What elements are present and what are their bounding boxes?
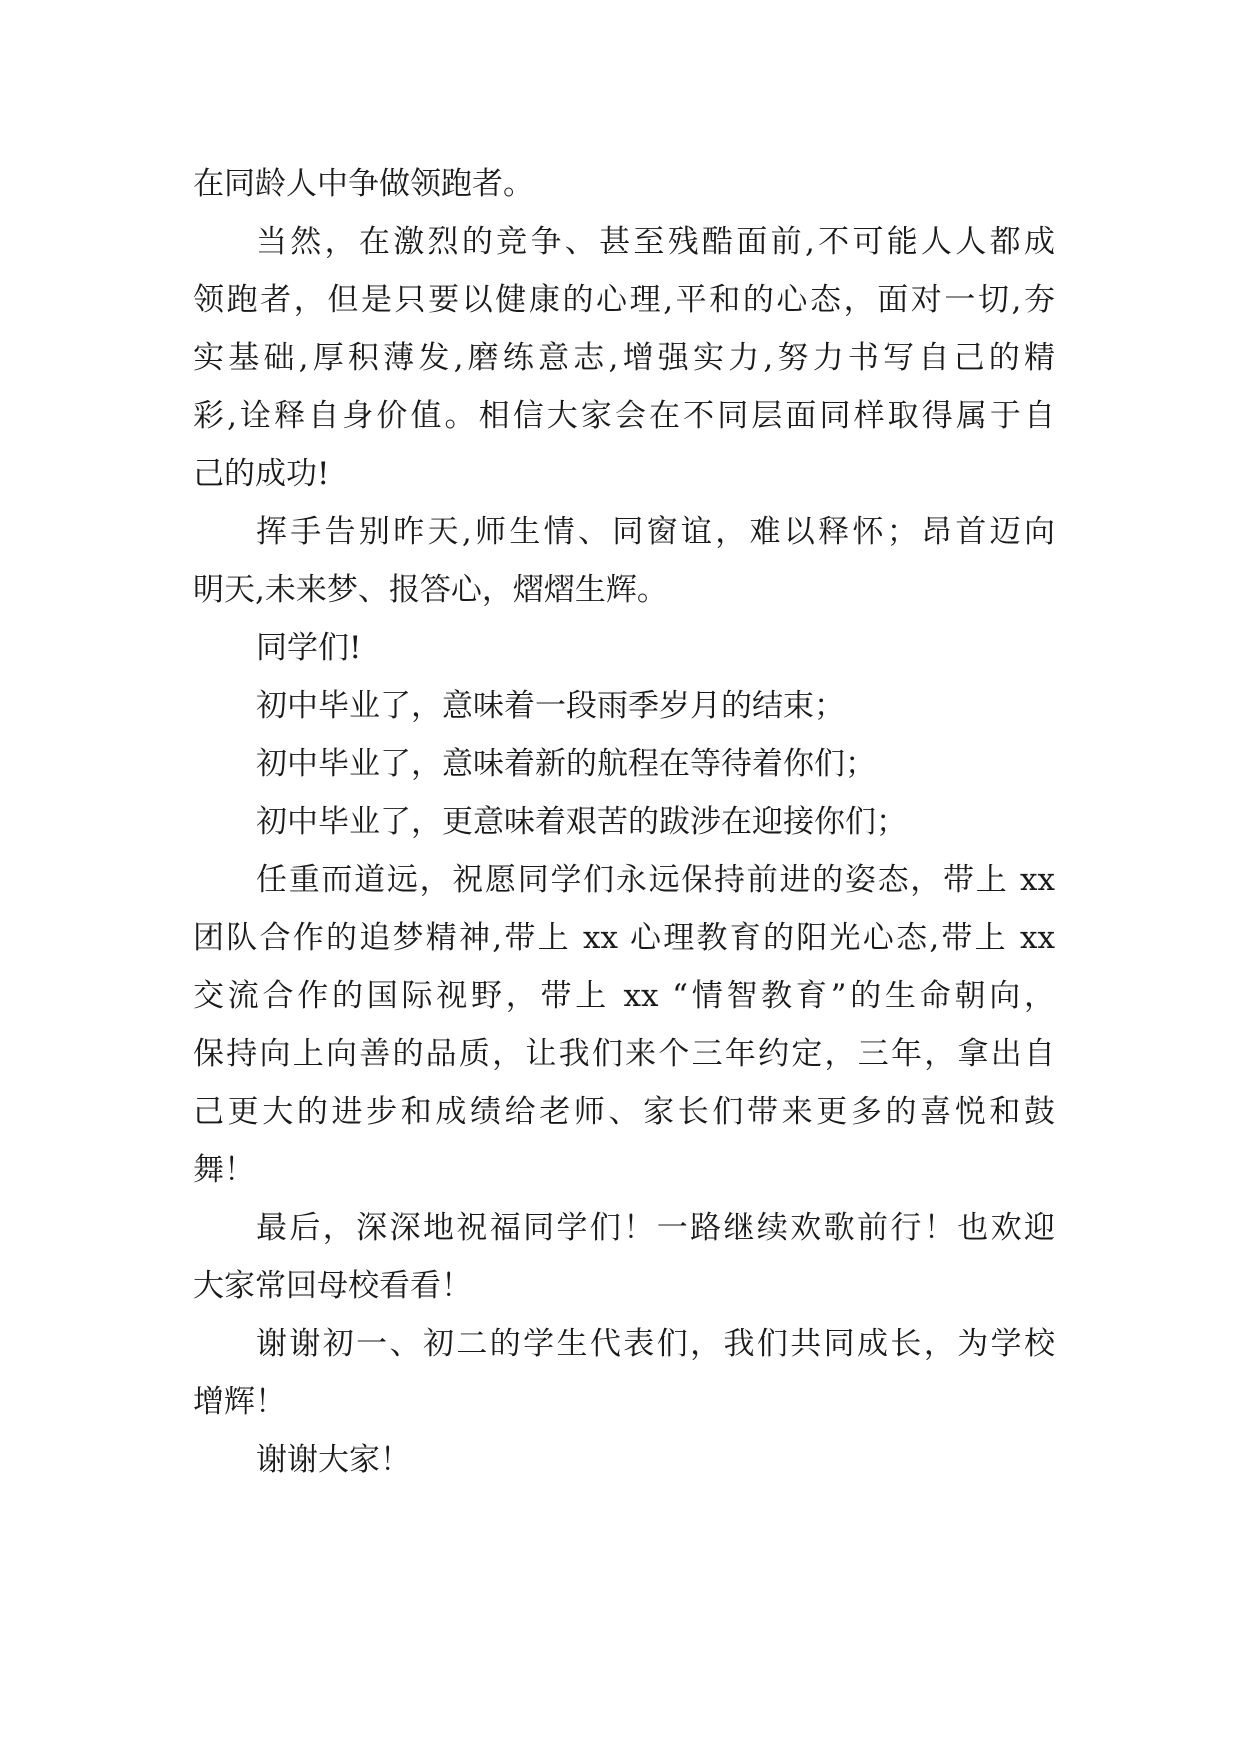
text-line: 己更大的进步和成绩给老师、家长们带来更多的喜悦和鼓 [193, 1094, 1055, 1130]
text-line: 大家常回母校看看！ [193, 1268, 472, 1304]
text-line: 同学们! [256, 630, 362, 666]
text-line: 舞！ [193, 1152, 255, 1188]
text-line: 最后，深深地祝福同学们！一路继续欢歌前行！也欢迎 [256, 1210, 1055, 1246]
text-line: 彩,诠释自身价值。相信大家会在不同层面同样取得属于自 [193, 398, 1055, 434]
text-line: 领跑者，但是只要以健康的心理,平和的心态，面对一切,夯 [193, 282, 1055, 318]
text-line: 增辉！ [193, 1384, 286, 1420]
text-line: 明天,未来梦、报答心，熠熠生辉。 [193, 572, 668, 608]
text-line: 在同龄人中争做领跑者。 [193, 166, 534, 202]
text-line: 挥手告别昨天,师生情、同窗谊，难以释怀；昂首迈向 [256, 514, 1055, 550]
text-line: 初中毕业了，更意味着艰苦的跋涉在迎接你们； [256, 804, 907, 840]
text-line: 保持向上向善的品质，让我们来个三年约定，三年，拿出自 [193, 1036, 1055, 1072]
text-line: 谢谢大家！ [256, 1442, 411, 1478]
text-line: 初中毕业了，意味着新的航程在等待着你们； [256, 746, 876, 782]
text-line: 实基础,厚积薄发,磨练意志,增强实力,努力书写自己的精 [193, 340, 1055, 376]
text-line: 团队合作的追梦精神,带上 xx 心理教育的阳光心态,带上 xx [193, 920, 1055, 956]
text-line: 任重而道远，祝愿同学们永远保持前进的姿态，带上 xx [256, 862, 1055, 898]
text-line: 己的成功! [193, 456, 330, 492]
text-line: 谢谢初一、初二的学生代表们，我们共同成长，为学校 [256, 1326, 1055, 1362]
text-line: 当然，在激烈的竞争、甚至残酷面前,不可能人人都成 [256, 224, 1055, 260]
text-line: 初中毕业了，意味着一段雨季岁月的结束； [256, 688, 845, 724]
text-line: 交流合作的国际视野，带上 xx “情智教育”的生命朝向， [193, 978, 1055, 1014]
